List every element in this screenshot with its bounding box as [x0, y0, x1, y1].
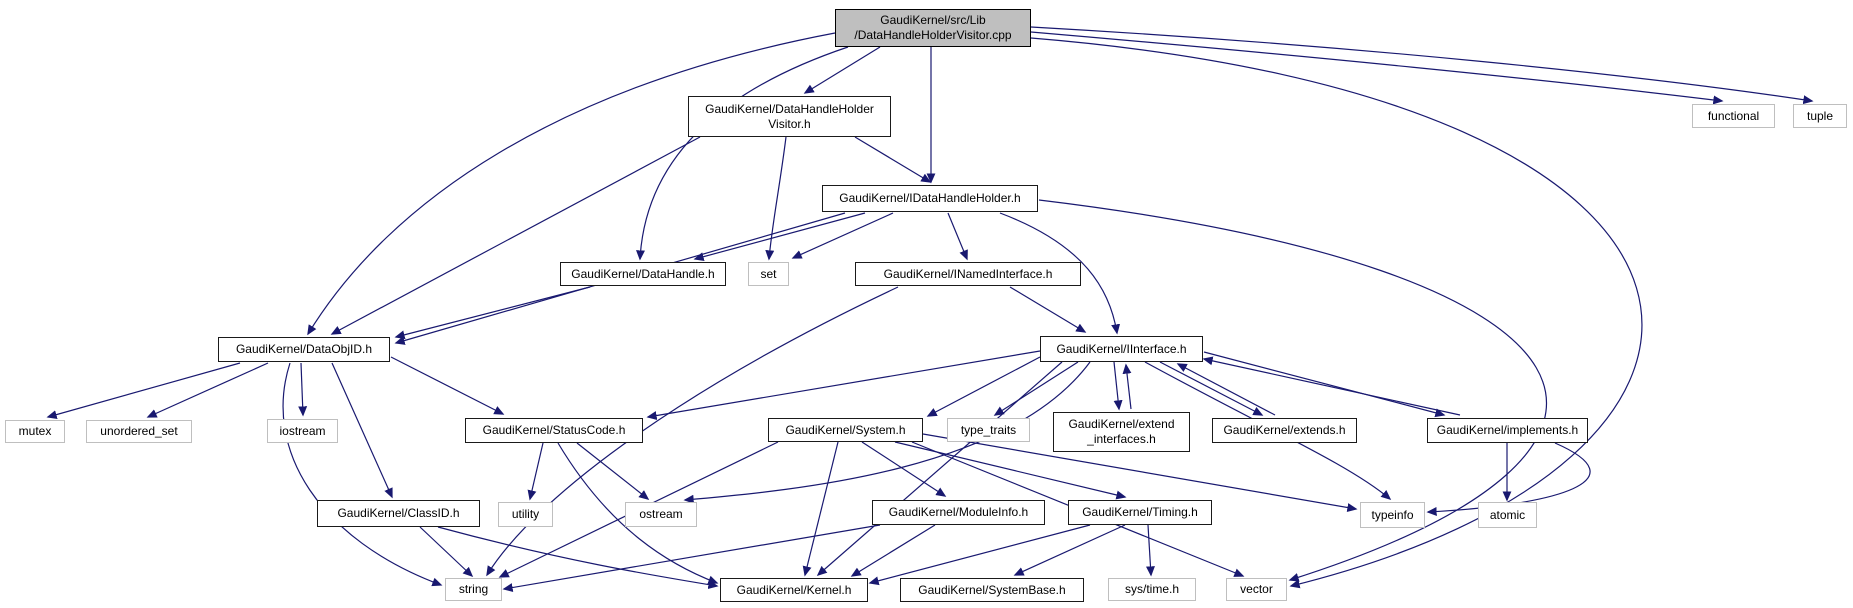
- node-kernel[interactable]: [720, 578, 868, 602]
- node-implements[interactable]: [1427, 418, 1588, 443]
- node-label: set: [760, 266, 777, 281]
- edge-moduleinfo-to-kernel: [852, 525, 935, 576]
- edge-iinterface-to-implements: [1204, 352, 1444, 415]
- node-timing[interactable]: [1068, 500, 1212, 525]
- node-label: string: [458, 582, 489, 596]
- edge-visitor-to-dataobjid: [332, 137, 700, 334]
- node-label: _interfaces.h: [1087, 432, 1156, 446]
- edge-dataobjid-to-string: [283, 363, 441, 585]
- node-label: GaudiKernel/DataObjID.h: [235, 342, 373, 356]
- node-label: ostream: [639, 507, 683, 521]
- node-label: iostream: [279, 423, 326, 438]
- node-classid[interactable]: [317, 500, 480, 527]
- edge-root-to-functional: [1031, 32, 1722, 101]
- node-label: GaudiKernel/Kernel.h: [736, 582, 852, 597]
- node-label: GaudiKernel/implements.h: [1436, 423, 1579, 437]
- node-label: GaudiKernel/INamedInterface.h: [883, 266, 1053, 281]
- node-label: GaudiKernel/System.h: [785, 422, 906, 437]
- node-label: GaudiKernel/SystemBase.h: [918, 582, 1066, 597]
- edge-root-to-visitor: [805, 47, 880, 93]
- node-statuscode[interactable]: [465, 418, 643, 443]
- node-label: GaudiKernel/StatusCode.h: [482, 423, 626, 437]
- node-label: /DataHandleHolderVisitor.cpp: [854, 28, 1012, 42]
- node-label: GaudiKernel/DataHandleHolder: [705, 101, 874, 116]
- node-moduleinfo[interactable]: [872, 500, 1045, 525]
- node-label: unordered_set: [100, 424, 178, 438]
- edge-iinterface-to-extendifc: [1114, 362, 1119, 409]
- edge-dataobjid-to-statuscode: [391, 357, 503, 414]
- node-label: GaudiKernel/extends.h: [1223, 423, 1346, 437]
- edge-dataobjid-to-unordered_set: [148, 363, 268, 417]
- edge-iinterface-to-kernel: [818, 362, 1062, 575]
- node-label: sys/time.h: [1124, 582, 1179, 596]
- node-extendifc[interactable]: [1053, 412, 1190, 452]
- edge-idhh-to-inamed: [948, 213, 967, 259]
- node-tuple: [1793, 104, 1847, 128]
- edge-statuscode-to-utility: [530, 443, 543, 499]
- node-label: Visitor.h: [768, 116, 811, 131]
- edge-implements-to-iinterface: [1204, 359, 1460, 415]
- node-label: GaudiKernel/extend: [1068, 417, 1175, 431]
- edge-visitor-to-set: [769, 137, 786, 259]
- edge-iinterface-to-extends: [1160, 362, 1262, 415]
- node-systime: [1108, 578, 1196, 601]
- node-atomic: [1478, 502, 1537, 528]
- node-extends[interactable]: [1212, 418, 1357, 443]
- node-label: mutex: [18, 424, 52, 438]
- node-iostream: [267, 419, 338, 443]
- node-label: atomic: [1489, 507, 1526, 522]
- node-label: GaudiKernel/IInterface.h: [1056, 341, 1187, 356]
- edge-inamed-to-iinterface: [1010, 287, 1085, 332]
- node-label: functional: [1707, 108, 1760, 123]
- node-label: typeinfo: [1371, 507, 1414, 522]
- edge-datahandle-to-dataobjid: [396, 287, 590, 337]
- node-label: GaudiKernel/src/Lib: [880, 13, 986, 27]
- edge-extendifc-to-iinterface: [1126, 365, 1131, 409]
- node-system[interactable]: [768, 418, 923, 442]
- node-label: GaudiKernel/Timing.h: [1082, 505, 1198, 519]
- node-inamed[interactable]: [855, 262, 1081, 286]
- node-ostream: [625, 502, 697, 527]
- node-utility: [498, 502, 553, 527]
- edge-idhh-to-set: [793, 213, 893, 258]
- node-idhh[interactable]: [822, 185, 1038, 212]
- edge-idhh-to-datahandle: [695, 213, 865, 259]
- edge-root-to-dataobjid: [308, 33, 835, 334]
- node-typeinfo: [1360, 502, 1425, 528]
- edge-dataobjid-to-mutex: [48, 363, 240, 417]
- node-type_traits: [947, 418, 1030, 442]
- node-mutex: [5, 420, 65, 443]
- edge-dataobjid-to-iostream: [301, 363, 303, 415]
- edge-visitor-to-idhh: [855, 137, 930, 182]
- node-label: GaudiKernel/IDataHandleHolder.h: [839, 191, 1021, 205]
- node-set: [748, 262, 789, 286]
- edge-iinterface-to-system: [928, 357, 1040, 416]
- node-systembase[interactable]: [900, 578, 1084, 602]
- node-vector: [1226, 578, 1287, 601]
- node-label: tuple: [1806, 108, 1834, 123]
- node-visitor[interactable]: [688, 96, 891, 137]
- edge-root-to-tuple: [1031, 27, 1812, 101]
- node-label: GaudiKernel/ModuleInfo.h: [888, 505, 1029, 519]
- edge-timing-to-kernel: [870, 525, 1090, 583]
- node-label: GaudiKernel/DataHandle.h: [571, 266, 715, 281]
- node-string: [445, 578, 502, 601]
- node-root: [835, 9, 1031, 47]
- edge-iinterface-to-statuscode: [648, 351, 1040, 417]
- node-dataobjid[interactable]: [218, 337, 390, 362]
- node-functional: [1692, 104, 1775, 128]
- edge-system-to-kernel: [805, 442, 838, 575]
- node-datahandle[interactable]: [560, 262, 726, 286]
- node-label: type_traits: [960, 422, 1017, 437]
- node-label: utility: [511, 507, 540, 521]
- node-label: vector: [1240, 582, 1273, 596]
- edge-timing-to-systembase: [1015, 525, 1125, 575]
- node-iinterface[interactable]: [1040, 336, 1203, 362]
- node-label: GaudiKernel/ClassID.h: [337, 506, 460, 520]
- edge-dataobjid-to-classid: [332, 363, 392, 497]
- edge-timing-to-systime: [1148, 525, 1151, 575]
- node-unordered_set: [86, 420, 192, 443]
